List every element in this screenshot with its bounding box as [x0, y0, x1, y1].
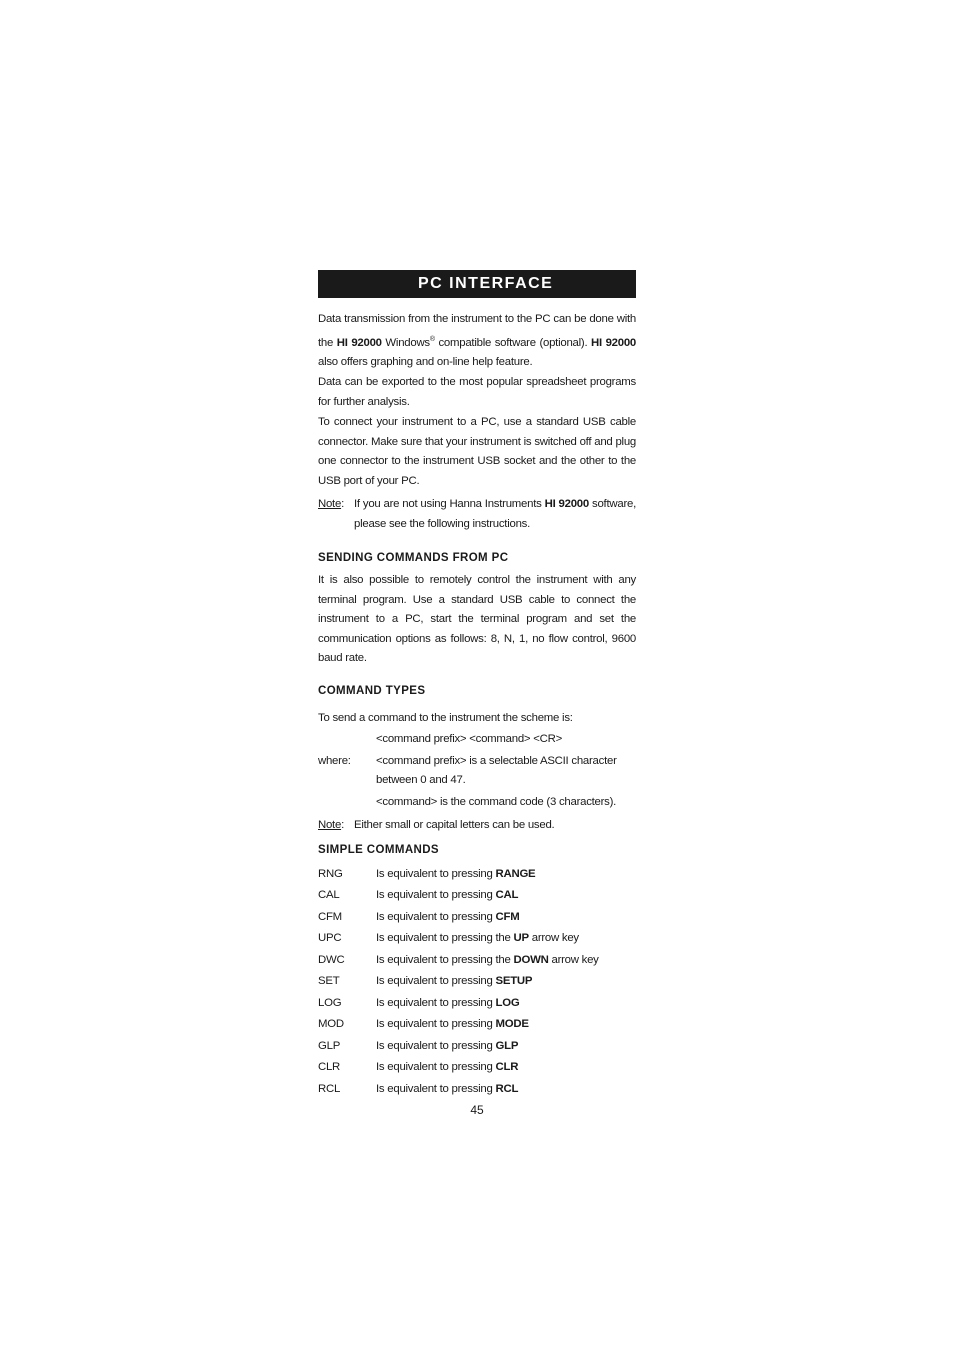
where-prefix-desc: <command prefix> is a selectable ASCII character between 0 and 47.	[376, 754, 617, 787]
note-text: Either small or capital letters can be used.	[354, 819, 555, 832]
command-row	[318, 864, 636, 886]
note-text-part: software, please see the following instructions.	[354, 498, 636, 530]
command-code: LOG	[318, 996, 342, 1009]
command-row	[318, 907, 636, 929]
command-key: CAL	[495, 889, 519, 902]
command-desc	[376, 950, 599, 972]
intro-text: Data transmission from the instrument to the PC can be done with the	[318, 313, 636, 349]
command-desc	[376, 971, 532, 993]
intro-paragraph-2: Data can be exported to the most popular spreadsheet programs for further analysis.	[318, 376, 636, 408]
command-desc	[376, 1079, 518, 1101]
command-desc-text: Is equivalent to pressing	[376, 1018, 496, 1031]
section-title: PC INTERFACE	[318, 270, 636, 298]
command-row	[318, 971, 636, 993]
command-code: CLR	[318, 1061, 341, 1074]
command-code: SET	[318, 975, 340, 988]
command-desc	[376, 864, 535, 886]
scheme-syntax: <command prefix> <command> <CR>	[376, 733, 562, 746]
command-desc	[376, 1036, 518, 1058]
command-desc-text: Is equivalent to pressing	[376, 1082, 496, 1095]
intro-text: also offers graphing and on-line help feature.	[318, 355, 533, 368]
command-code: DWC	[318, 953, 345, 966]
command-row	[318, 1057, 636, 1079]
command-scheme	[318, 709, 636, 813]
registered-mark: ®	[429, 335, 435, 343]
command-code: RCL	[318, 1082, 341, 1095]
product-name: HI 92000	[591, 336, 637, 349]
command-key: MODE	[495, 1018, 529, 1031]
command-key: CLR	[495, 1061, 519, 1074]
command-row	[318, 885, 636, 907]
command-code: RNG	[318, 867, 343, 880]
command-row	[318, 1079, 636, 1101]
note-label-text: Note	[318, 819, 342, 832]
command-desc	[376, 907, 519, 929]
command-key: LOG	[495, 996, 520, 1009]
command-desc-text: Is equivalent to pressing	[376, 996, 496, 1009]
intro-text: Windows	[381, 336, 430, 349]
command-desc-text: Is equivalent to pressing the	[376, 932, 514, 945]
command-desc-text: Is equivalent to pressing	[376, 975, 496, 988]
command-code: CFM	[318, 910, 342, 923]
note-label-text: Note	[318, 498, 342, 511]
command-code: GLP	[318, 1039, 341, 1052]
heading-simple-commands: SIMPLE COMMANDS	[318, 843, 439, 856]
command-row	[318, 993, 636, 1015]
note-label	[318, 816, 354, 836]
command-desc-text: Is equivalent to pressing	[376, 889, 496, 902]
command-row	[318, 1036, 636, 1058]
command-key: SETUP	[495, 975, 533, 988]
command-desc-text: Is equivalent to pressing	[376, 1061, 496, 1074]
note-software	[318, 495, 636, 534]
page-number: 45	[470, 1103, 484, 1117]
command-desc	[376, 928, 579, 950]
heading-sending-commands: SENDING COMMANDS FROM PC	[318, 552, 509, 565]
command-desc	[376, 1057, 518, 1079]
command-key: DOWN	[513, 953, 549, 966]
command-key: CFM	[495, 910, 520, 923]
command-desc-text: Is equivalent to pressing the	[376, 953, 514, 966]
command-suffix: arrow key	[528, 932, 579, 945]
command-suffix: arrow key	[548, 953, 599, 966]
page-content	[318, 270, 636, 1100]
note-colon: :	[341, 498, 344, 511]
where-label: where:	[318, 754, 351, 767]
command-code: CAL	[318, 889, 340, 902]
intro-paragraph-3: To connect your instrument to a PC, use a standard USB cable connector. Make sure that your instrument is switched off and plug one connector to the instrument USB socket and the other to the USB port of your PC.	[318, 416, 636, 487]
command-row	[318, 928, 636, 950]
command-row	[318, 950, 636, 972]
where-row	[318, 752, 636, 791]
intro-paragraph-1	[318, 310, 636, 372]
command-key: UP	[513, 932, 529, 945]
product-name: HI 92000	[544, 498, 589, 511]
note-letters	[318, 816, 636, 836]
command-desc-text: Is equivalent to pressing	[376, 867, 496, 880]
command-row	[318, 1014, 636, 1036]
command-key: RCL	[495, 1082, 519, 1095]
command-desc	[376, 993, 519, 1015]
scheme-intro: To send a command to the instrument the scheme is:	[318, 711, 573, 724]
sending-commands-paragraph: It is also possible to remotely control the instrument with any terminal program. Use a standard USB cable to connect the instrument to a PC, start the terminal program and set the communication options as follows: 8, N, 1, no flow control, 9600 baud rate.	[318, 574, 636, 665]
command-desc-text: Is equivalent to pressing	[376, 910, 496, 923]
command-key: GLP	[495, 1039, 519, 1052]
note-text	[354, 495, 636, 534]
command-desc	[376, 1014, 529, 1036]
command-code: UPC	[318, 932, 342, 945]
note-colon: :	[341, 819, 344, 832]
product-name: HI 92000	[336, 336, 382, 349]
command-desc	[376, 885, 518, 907]
heading-command-types: COMMAND TYPES	[318, 684, 426, 697]
command-code: MOD	[318, 1018, 344, 1031]
command-key: RANGE	[495, 867, 536, 880]
simple-commands-list	[318, 864, 636, 1101]
command-desc-text: Is equivalent to pressing	[376, 1039, 496, 1052]
intro-text: compatible software (optional).	[434, 336, 592, 349]
where-command-desc: <command> is the command code (3 characters).	[376, 795, 617, 808]
note-text-part: If you are not using Hanna Instruments	[354, 498, 545, 511]
note-label	[318, 495, 354, 534]
